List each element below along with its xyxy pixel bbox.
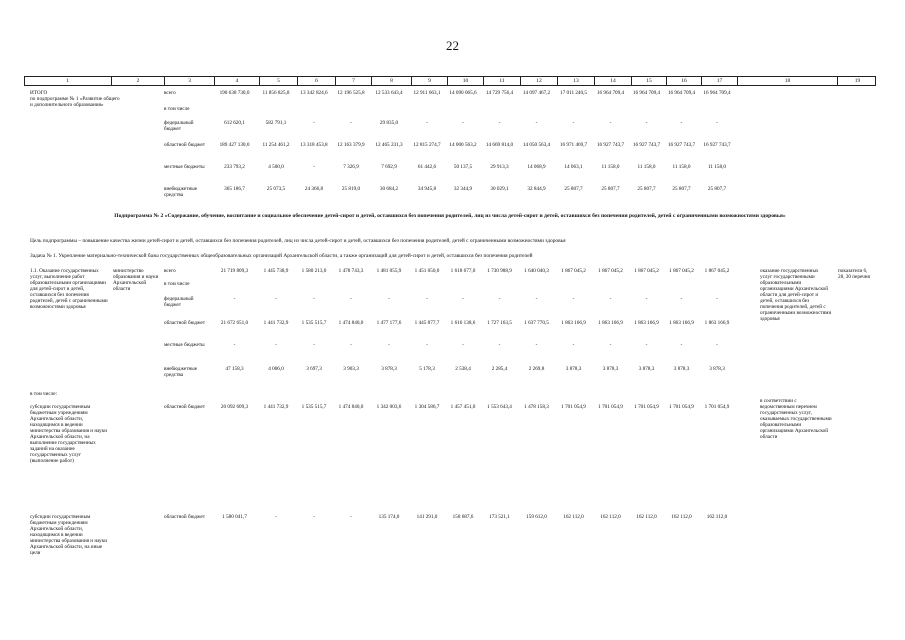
subsidy-a-col-9: 1 304 586,7: [414, 404, 440, 410]
subprogram-title: Подпрограмма № 2 «Содержание, обучение, воспитание и социальное обеспечение детей-сирот и детей, оставшихся без попечения родителей, лиц из числа детей-сирот и детей, оставшихся без попечения родителей, детей с ограниченными возможностями здоровья»: [114, 213, 786, 219]
item-1-1-row-2-col-16: -: [680, 296, 683, 302]
total-row-2-col-7: -: [350, 120, 352, 126]
total-row-4-col-17: 11 158,0: [708, 164, 726, 170]
total-row-0-col-16: 16 964 709,4: [667, 90, 696, 96]
subsidy-b-col-7: -: [350, 514, 352, 520]
total-row-3-col-6: 13 318 453,8: [300, 142, 328, 148]
header-col-1: 1: [66, 78, 69, 84]
total-row-2-col-13: -: [572, 120, 575, 126]
item-1-1-row-0-col-9: 1 451 050,0: [414, 268, 440, 274]
total-row-3-col-12: 14 050 563,4: [522, 142, 551, 148]
item-1-1-row-2-col-13: -: [572, 296, 575, 302]
item-1-1-name: 1.1. Оказание государственных услуг, выполнение работ образовательными организациями для детей-сирот и детей, оставшихся без попечения родителей, детей с ограниченными возможностями здоровья: [30, 268, 108, 310]
item-1-1-row-3-col-13: 1 863 166,9: [561, 320, 586, 326]
item-1-1-row-4-col-11: -: [498, 342, 501, 348]
total-row-4-col-8: 7 692,9: [381, 164, 397, 170]
total-row-3-col-5: 11 254 461,2: [262, 142, 290, 148]
item-1-1-row-3-col-17: 1 863 166,9: [704, 320, 730, 326]
subsidy-a-col-4: 20 092 609,3: [220, 404, 249, 410]
total-row-3-col-14: 16 927 743,7: [596, 142, 625, 148]
item-1-1-row-3-col-12: 1 637 770,5: [524, 320, 549, 326]
subsidy-b-col-14: 162 112,0: [600, 514, 621, 520]
total-row-0-col-17: 16 964 709,4: [703, 90, 731, 96]
header-col-14: 14: [594, 77, 631, 85]
item-1-1-row-0-col-7: 1 478 743,3: [338, 268, 364, 274]
item-1-1-row-label: внебюджетные средства: [164, 366, 198, 378]
total-row-3-col-4: 189 427 130,0: [219, 142, 250, 148]
column-number-header: [24, 76, 876, 86]
header-col-7: 7: [335, 77, 371, 85]
header-col-12: 12: [520, 77, 557, 85]
total-row-2-col-10: -: [462, 120, 464, 126]
total-row-2-col-8: 29 835,0: [379, 120, 399, 126]
item-1-1-row-4-col-16: -: [680, 342, 683, 348]
subsidy-b-col-10: 158 687,6: [452, 514, 474, 520]
subsidy-b-col-5: -: [275, 514, 277, 520]
item-1-1-row-2-col-7: -: [350, 296, 352, 302]
subsidy-b-col-17: 162 112,0: [706, 514, 728, 520]
total-row-0-col-12: 14 097 467,2: [522, 90, 551, 96]
item-1-1-row-2-col-10: -: [462, 296, 464, 302]
total-title: ИТОГО по подпрограмме № 1 «Развитие общего и дополнительного образования»: [30, 90, 120, 108]
subsidy-b-col-11: 173 521,1: [489, 514, 510, 520]
header-col-2: 2: [111, 77, 164, 85]
item-1-1-row-4-col-15: -: [645, 342, 648, 348]
subsidy-a-col-5: 1 441 732,9: [263, 404, 289, 410]
item-1-1-row-5-col-7: 3 903,3: [343, 366, 359, 372]
item-1-1-row-0-col-8: 1 481 055,9: [376, 268, 402, 274]
total-row-3-col-15: 16 927 743,7: [632, 142, 661, 148]
header-col-4: 4: [214, 77, 259, 85]
total-row-label: в том числе: [164, 106, 190, 112]
subsidy-b-col-9: 141 291,0: [416, 514, 438, 520]
total-row-2-col-6: -: [313, 120, 315, 126]
total-row-3-col-11: 14 669 814,0: [485, 142, 514, 148]
subsidy-a-col-16: 1 701 054,9: [669, 404, 694, 410]
total-row-0-col-14: 16 964 709,4: [596, 90, 625, 96]
total-row-2-col-11: -: [498, 120, 501, 126]
subsidy-a-col-14: 1 701 054,9: [598, 404, 623, 410]
total-row-0-col-4: 190 638 730,0: [219, 90, 250, 96]
item-1-1-row-5-col-15: 3 878,3: [638, 366, 655, 372]
item-1-1-row-3-col-16: 1 863 166,9: [669, 320, 694, 326]
total-row-3-col-7: 12 163 379,9: [337, 142, 365, 148]
item-1-1-row-5-col-9: 5 178,3: [419, 366, 435, 372]
item-1-1-row-label: в том числе: [164, 281, 190, 287]
header-col-18: 18: [737, 77, 837, 85]
item-1-1-row-5-col-14: 3 878,3: [602, 366, 619, 372]
header-col-5: 5: [259, 77, 297, 85]
total-row-3-col-8: 12 465 231,3: [375, 142, 403, 148]
total-row-label: местные бюджеты: [164, 164, 205, 170]
total-row-2-col-4: 612 620,1: [224, 120, 245, 126]
item-1-1-row-2-col-8: -: [388, 296, 390, 302]
item-1-1-row-5-col-13: 3 878,3: [565, 366, 582, 372]
total-row-5-col-17: 25 807,7: [707, 186, 727, 192]
total-row-3-col-17: 16 927 743,7: [703, 142, 731, 148]
subsidy-a-col-12: 1 478 158,3: [524, 404, 549, 410]
total-row-2-col-12: -: [535, 120, 538, 126]
total-row-4-col-16: 11 158,0: [672, 164, 691, 170]
item-1-1-row-2-col-14: -: [609, 296, 612, 302]
header-col-16: 16: [666, 77, 701, 85]
item-1-1-row-5-col-10: 2 538,4: [455, 366, 471, 372]
total-row-0-col-6: 13 342 824,6: [300, 90, 328, 96]
header-col-10: 10: [447, 77, 483, 85]
subsidy-b-col-8: 135 174,0: [378, 514, 400, 520]
total-row-2-col-14: -: [609, 120, 612, 126]
total-row-4-col-10: 50 137,5: [453, 164, 473, 170]
item-1-1-row-2-col-15: -: [645, 296, 648, 302]
total-row-label: внебюджетные средства: [164, 186, 198, 198]
item-1-1-row-3-col-14: 1 863 166,9: [598, 320, 623, 326]
total-row-5-col-12: 32 844,9: [527, 186, 546, 192]
item-1-1-row-5-col-4: 47 158,3: [225, 366, 244, 372]
total-row-2-col-16: -: [680, 120, 683, 126]
item-1-1-row-4-col-6: -: [313, 342, 315, 348]
item-1-1-row-3-col-4: 21 672 651,0: [220, 320, 249, 326]
subsidy-b-col-6: -: [313, 514, 315, 520]
total-row-0-col-11: 14 729 756,4: [485, 90, 514, 96]
item-1-1-row-5-col-17: 3 878,3: [709, 366, 725, 372]
total-row-5-col-11: 30 029,1: [490, 186, 509, 192]
subsidy-a-name: субсидии государственным бюджетным учреждениям Архангельской области, находящимся в ведении министерства образования и науки Архангельской области, на выполнение государственных заданий на оказание государственных услуг (выполнение работ): [30, 404, 108, 464]
total-row-label: областной бюджет: [164, 142, 205, 148]
item-1-1-row-5-col-6: 3 697,3: [306, 366, 322, 372]
header-col-19: 19: [837, 77, 877, 85]
total-row-4-col-15: 11 158,0: [637, 164, 656, 170]
subsidy-b-col-4: 1 580 041,7: [222, 514, 247, 520]
total-row-5-col-15: 25 807,7: [637, 186, 656, 192]
total-row-2-col-5: 582 791,1: [265, 120, 287, 126]
item-1-1-row-0-col-11: 1 730 988,9: [487, 268, 512, 274]
subsidy-a-col-13: 1 701 054,9: [561, 404, 586, 410]
total-row-5-col-10: 32 344,9: [453, 186, 473, 192]
total-row-4-col-7: 7 326,9: [343, 164, 359, 170]
header-col-11: 11: [483, 77, 520, 85]
item-1-1-row-3-col-5: 1 441 732,9: [263, 320, 289, 326]
item-1-1-row-3-col-8: 1 477 177,6: [376, 320, 402, 326]
item-1-1-row-0-col-12: 1 640 040,3: [524, 268, 549, 274]
item-1-1-row-0-col-17: 1 867 045,2: [704, 268, 730, 274]
subsidy-b-col-12: 159 612,0: [526, 514, 547, 520]
item-1-1-row-4-col-12: -: [535, 342, 538, 348]
subsidy-a-col-6: 1 535 515,7: [301, 404, 327, 410]
total-row-2-col-9: -: [426, 120, 428, 126]
total-row-5-col-5: 25 073,5: [266, 186, 286, 192]
subsidy-a-result: в соответствии с ведомственным перечнем государственных услуг, оказываемых государственными образовательными организациями Архангельской области: [760, 398, 832, 440]
total-row-0-col-15: 16 964 709,4: [632, 90, 661, 96]
total-row-5-col-14: 25 807,7: [601, 186, 620, 192]
item-1-1-row-3-col-11: 1 727 163,5: [487, 320, 512, 326]
item-1-1-row-5-col-11: 2 285,4: [491, 366, 508, 372]
total-row-0-col-8: 12 533 643,4: [375, 90, 403, 96]
page-number: 22: [446, 38, 459, 53]
item-1-1-executor: министерство образования и науки Архангельской области: [113, 268, 159, 292]
subsidy-b-label: областной бюджет: [164, 514, 205, 520]
item-1-1-row-4-col-17: -: [716, 342, 718, 348]
item-1-1-row-2-col-17: -: [716, 296, 718, 302]
subsidy-a-label: областной бюджет: [164, 404, 205, 410]
in-that-number: в том числе:: [30, 391, 58, 397]
total-row-3-col-10: 14 000 563,2: [449, 142, 477, 148]
subsidy-b-col-15: 162 112,0: [636, 514, 657, 520]
item-1-1-row-5-col-5: 4 006,0: [268, 366, 284, 372]
item-1-1-row-4-col-5: -: [275, 342, 277, 348]
item-1-1-row-2-col-9: -: [426, 296, 428, 302]
total-row-5-col-16: 25 807,7: [672, 186, 691, 192]
total-row-0-col-10: 14 090 065,6: [449, 90, 477, 96]
total-row-4-col-9: 61 442,6: [417, 164, 437, 170]
item-1-1-row-2-col-6: -: [313, 296, 315, 302]
total-row-4-col-6: -: [313, 164, 315, 170]
item-1-1-row-4-col-9: -: [426, 342, 428, 348]
item-1-1-row-5-col-12: 2 269,8: [528, 366, 545, 372]
header-col-17: 17: [701, 77, 737, 85]
subsidy-a-col-15: 1 701 054,9: [634, 404, 659, 410]
subsidy-a-col-17: 1 701 054,9: [704, 404, 730, 410]
header-col-8: 8: [371, 77, 411, 85]
subsidy-a-col-7: 1 474 840,0: [338, 404, 364, 410]
item-1-1-row-4-col-8: -: [388, 342, 390, 348]
total-row-4-col-11: 29 913,3: [490, 164, 509, 170]
total-row-5-col-9: 34 945,8: [417, 186, 437, 192]
header-col-9: 9: [411, 77, 447, 85]
item-1-1-row-5-col-16: 3 878,3: [673, 366, 690, 372]
item-1-1-row-2-col-4: -: [233, 296, 236, 302]
item-1-1-row-0-col-6: 1 580 213,0: [301, 268, 327, 274]
item-1-1-result: оказание государственных услуг государственными образовательными организациями Архангельской области для детей-сирот и детей, оставшихся без попечения родителей, детей с ограниченными возможностями здоровья: [760, 268, 832, 322]
item-1-1-row-5-col-8: 3 878,3: [381, 366, 397, 372]
total-row-4-col-14: 11 158,0: [601, 164, 620, 170]
item-1-1-row-3-col-15: 1 863 166,9: [634, 320, 659, 326]
total-row-5-col-6: 24 366,8: [304, 186, 324, 192]
header-col-15: 15: [631, 77, 666, 85]
item-1-1-row-label: федеральный бюджет: [164, 296, 194, 308]
subsidy-a-col-8: 1 342 003,6: [376, 404, 402, 410]
item-1-1-row-0-col-5: 1 445 738,9: [263, 268, 289, 274]
item-1-1-row-label: всего: [164, 268, 176, 274]
subprogram-goal: Цель подпрограммы – повышение качества жизни детей-сирот и детей, оставшихся без попечения родителей, лиц из числа детей-сирот и детей, оставшихся без попечения родителей, детей с ограниченными возможностями здоровья: [30, 238, 566, 244]
total-row-0-col-13: 17 011 240,5: [559, 90, 588, 96]
header-col-6: 6: [297, 77, 335, 85]
item-1-1-row-4-col-4: -: [233, 342, 236, 348]
item-1-1-row-0-col-16: 1 867 045,2: [669, 268, 694, 274]
item-1-1-row-4-col-13: -: [572, 342, 575, 348]
total-row-2-col-15: -: [645, 120, 648, 126]
item-1-1-row-0-col-15: 1 867 045,2: [634, 268, 659, 274]
header-col-13: 13: [557, 77, 594, 85]
item-1-1-row-0-col-10: 1 618 677,0: [450, 268, 476, 274]
subsidy-b-col-16: 162 112,0: [671, 514, 692, 520]
item-1-1-row-3-col-10: 1 616 138,6: [450, 320, 476, 326]
total-row-2-col-17: -: [716, 120, 718, 126]
item-1-1-row-2-col-5: -: [275, 296, 277, 302]
subsidy-b-name: субсидии государственным бюджетным учреждениям Архангельской области, находящимся в ведении министерства образования и науки Архангельской области, на иные цели: [30, 514, 108, 556]
item-1-1-row-3-col-7: 1 474 840,0: [338, 320, 364, 326]
item-1-1-row-4-col-10: -: [462, 342, 464, 348]
total-row-4-col-5: 4 500,0: [268, 164, 284, 170]
subsidy-a-col-10: 1 457 451,0: [450, 404, 476, 410]
item-1-1-row-label: местные бюджеты: [164, 342, 205, 348]
total-row-3-col-13: 16 971 469,7: [559, 142, 588, 148]
total-row-0-col-9: 12 911 663,1: [413, 90, 441, 96]
total-row-4-col-12: 14 068,9: [527, 164, 546, 170]
total-row-label: федеральный бюджет: [164, 120, 194, 132]
item-1-1-row-4-col-7: -: [350, 342, 352, 348]
item-1-1-row-2-col-11: -: [498, 296, 501, 302]
total-row-3-col-16: 16 927 743,7: [667, 142, 696, 148]
total-row-5-col-4: 365 186,7: [224, 186, 245, 192]
item-1-1-row-label: областной бюджет: [164, 320, 205, 326]
total-row-4-col-13: 14 063,1: [564, 164, 583, 170]
item-1-1-row-3-col-9: 1 445 877,7: [414, 320, 440, 326]
item-1-1-row-0-col-4: 21 719 809,3: [220, 268, 249, 274]
total-row-0-col-7: 12 196 525,8: [337, 90, 365, 96]
total-row-3-col-9: 12 815 274,7: [413, 142, 441, 148]
item-1-1-row-4-col-14: -: [609, 342, 612, 348]
item-1-1-indicators: показатели 6, 28, 30 перечня: [838, 268, 870, 280]
subsidy-b-col-13: 162 112,0: [563, 514, 584, 520]
header-col-3: 3: [164, 77, 214, 85]
item-1-1-row-0-col-13: 1 867 045,2: [561, 268, 586, 274]
total-row-5-col-13: 25 807,7: [564, 186, 583, 192]
item-1-1-row-2-col-12: -: [535, 296, 538, 302]
item-1-1-row-0-col-14: 1 867 045,2: [598, 268, 623, 274]
total-row-4-col-4: 233 793,2: [224, 164, 245, 170]
item-1-1-row-3-col-6: 1 535 515,7: [301, 320, 327, 326]
total-row-0-col-5: 11 856 825,8: [262, 90, 290, 96]
total-row-5-col-7: 25 819,0: [341, 186, 361, 192]
task-1: Задача № 1. Укрепление материально-технической базы государственных общеобразовательных организаций Архангельской области, а также организаций для детей-сирот и детей, оставшихся без попечения родителей: [30, 253, 533, 259]
total-row-label: всего: [164, 90, 176, 96]
total-row-5-col-8: 30 684,2: [379, 186, 399, 192]
subsidy-a-col-11: 1 553 643,4: [487, 404, 512, 410]
